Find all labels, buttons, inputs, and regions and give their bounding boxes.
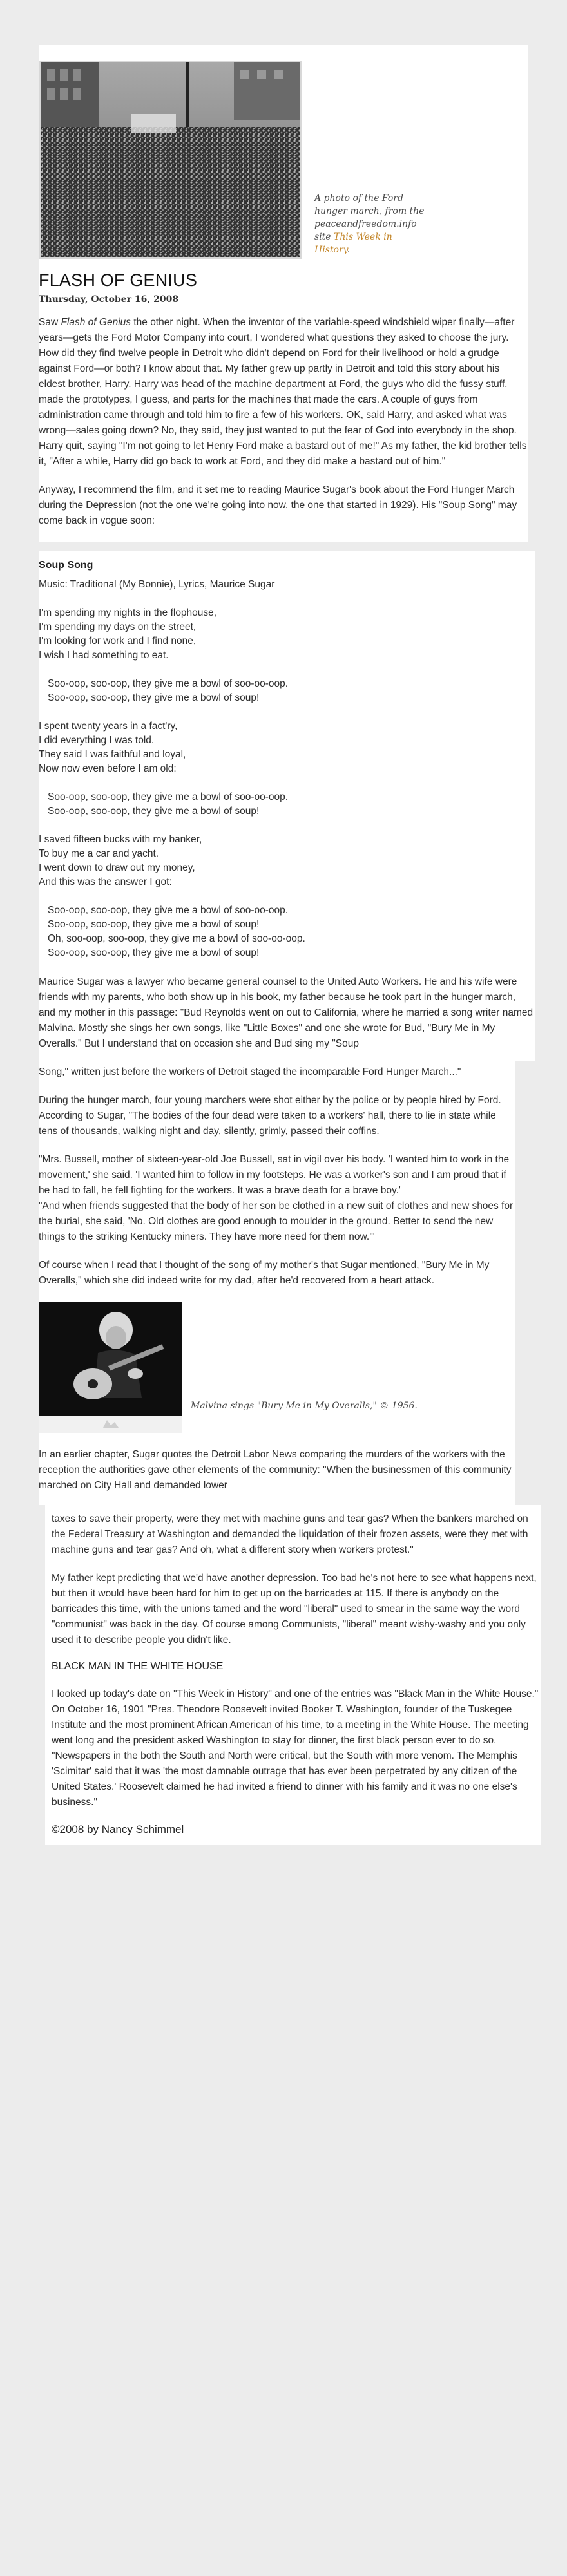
verse-line: I'm looking for work and I find none, [39, 636, 197, 647]
this-week-in-history-link[interactable]: This Week in History [314, 232, 392, 255]
paragraph-7: In an earlier chapter, Sugar quotes the Detroit Labor News comparing the murders of the workers with the reception the authorities gave other elements of the community: "When the businessmen of this community marched on City Hall and demanded lower [39, 1449, 512, 1491]
song-credits: Music: Traditional (My Bonnie), Lyrics, Maurice Sugar [39, 579, 275, 590]
chorus-line: Oh, soo-oop, soo-oop, they give me a bowl of soo-oo-oop. [48, 933, 305, 944]
paragraph-9: I looked up today's date on "This Week in History" and one of the entries was "Black Man in the White House." On October 16, 1901 "Pres. Theodore Roosevelt invited Booker T. Washington, founder of the Tuskegee Institute and the most prominent African American of his time, to a meeting in the White House. The meeting went long and the president asked Washington to stay for dinner, the first black person ever to do so. [52, 1689, 539, 1746]
verse-line: I wish I had something to eat. [39, 650, 169, 661]
article-lower [45, 1505, 541, 1845]
paragraph-10: "Newspapers in the both the South and North were critical, but the South with more venom. The Memphis 'Scimitar' said that it was 'the most damnable outrage that has ever been perpetrated by any citizen of the United States.' Roosevelt claimed he had invited a friend to dinner with his family and it was no one else's business." [52, 1750, 517, 1808]
malvina-photo [39, 1302, 182, 1416]
chorus-2 [39, 790, 535, 819]
paragraph-3: Maurice Sugar was a lawyer who became general counsel to the United Auto Workers. He and his wife were friends with my parents, who both show up in his book, my father because he took part in the hunger march, and my mother in this passage: "Bud Reynolds went on out to California, where he married a song writer named Malvina. Mostly she sings her own songs, like "Little Boxes" and one she wrote for Bud, "Bury Me in My Overalls." But I understand that on occasion she and Bud sing my "Soup [39, 976, 533, 1049]
image-placeholder-icon [39, 1416, 182, 1433]
film-title: Flash of Genius [61, 317, 131, 328]
hunger-march-photo [39, 61, 302, 259]
chorus-line: Soo-oop, soo-oop, they give me a bowl of soup! [48, 692, 260, 703]
verse-3 [39, 833, 535, 889]
article-date: Thursday, October 16, 2008 [39, 294, 179, 305]
verse-line: To buy me a car and yacht. [39, 848, 159, 859]
caption-end: . [347, 245, 351, 255]
chorus-1 [39, 677, 535, 705]
photo-strip [39, 1416, 182, 1433]
paragraph-1-start: Saw [39, 317, 61, 328]
verse-line: I did everything I was told. [39, 735, 155, 746]
verse-line: I saved fifteen bucks with my banker, [39, 834, 202, 845]
verse-line: I'm spending my nights in the flophouse, [39, 607, 217, 618]
chorus-line: Soo-oop, soo-oop, they give me a bowl of soup! [48, 919, 260, 930]
malvina-photo-row [39, 1302, 515, 1433]
paragraph-4: During the hunger march, four young marchers were shot either by the police or by people hired by Ford. According to Sugar, "The bodies of the four dead were taken to a workers' hall, there to lie in state while tens of thousands, walking night and day, silently, grimly, passed their coffins. [39, 1095, 501, 1137]
section-heading: BLACK MAN IN THE WHITE HOUSE [52, 1661, 224, 1672]
malvina-photo-frame [39, 1302, 182, 1433]
paragraph-7-continued: taxes to save their property, were they met with machine guns and tear gas? When the bankers marched on the Federal Treasury at Washington and demanded the liquidation of their frozen assets, were they met with machine guns and tear gas? And oh, what a different story when workers protest." [52, 1513, 528, 1555]
paragraph-5b: "And when friends suggested that the body of her son be clothed in a new suit of clothes and new shoes for the burial, she said, 'No. Old clothes are good enough to moulder in the ground. Better to send the new things to the striking Kentucky miners. They have more need for them now.'" [39, 1200, 514, 1242]
article-middle [39, 1061, 515, 1505]
malvina-caption: Malvina sings "Bury Me in My Overalls," © 1956. [191, 1401, 418, 1411]
chorus-line: Soo-oop, soo-oop, they give me a bowl of soo-oo-oop. [48, 791, 289, 802]
chorus-line: Soo-oop, soo-oop, they give me a bowl of soo-oo-oop. [48, 678, 289, 689]
paragraph-6: Of course when I read that I thought of the song of my mother's that Sugar mentioned, "Bury Me in My Overalls," which she did indeed write for my dad, after he'd recovered from a heart attack. [39, 1260, 490, 1286]
verse-line: I went down to draw out my money, [39, 862, 195, 873]
song-credits-block [39, 578, 535, 592]
verse-line: Now now even before I am old: [39, 763, 177, 774]
photo-row [39, 54, 528, 259]
paragraph-1-rest: the other night. When the inventor of the variable-speed windshield wiper finally—after years—gets the Ford Motor Company into court, I wondered what questions they asked to choose the jury. How did they find twelve people in Detroit who didn't depend on Ford for their livelihood or hold a grudge against Ford—or both? I know about that. My father grew up partly in Detroit and told this story about his eldest brother, Harry. Harry was head of the machine department at Ford, the guys who did the fussy stuff, made the prototypes, I guess, and parts for the machines that made the cars. A couple of guys from administration came through and told him to fire a few of his workers. OK, said Harry, and asked what was wrong—sales going down? No, they said, they just wanted to put the fear of God into everybody in the shop. Harry quit, saying "I'm not going to let Henry Ford make a bastard out of me!" As my father, the kid brother tells it, "After a while, Harry did go back to work at Ford, and they did make a bastard out of him." [39, 317, 527, 467]
song-panel [39, 551, 535, 1061]
verse-2 [39, 719, 535, 776]
caption-text: A photo of the Ford hunger march, from the peaceandfreedom.info site [314, 193, 425, 242]
chorus-line: Soo-oop, soo-oop, they give me a bowl of soup! [48, 806, 260, 817]
paragraph-3-continued: Song," written just before the workers of Detroit staged the incomparable Ford Hunger March..." [39, 1066, 461, 1077]
chorus-3 [39, 904, 535, 960]
song-title: Soup Song [39, 560, 93, 571]
chorus-line: Soo-oop, soo-oop, they give me a bowl of soo-oo-oop. [48, 905, 289, 916]
article-top [39, 45, 528, 542]
verse-1 [39, 606, 535, 663]
paragraph-1 [39, 315, 528, 469]
verse-line: I'm spending my days on the street, [39, 621, 197, 632]
article-title: FLASH OF GENIUS [39, 270, 198, 290]
verse-line: They said I was faithful and loyal, [39, 749, 186, 760]
verse-line: I spent twenty years in a fact'ry, [39, 721, 178, 732]
chorus-line: Soo-oop, soo-oop, they give me a bowl of soup! [48, 947, 260, 958]
page [39, 0, 539, 1845]
paragraph-5: "Mrs. Bussell, mother of sixteen-year-old Joe Bussell, sat in vigil over his body. 'I wanted him to work in the movement,' she said. 'I wanted him to follow in my footsteps. He was a worker's son and I am proud that if he had to fall, he fell fighting for the workers. It was a brave death for a brave boy.' [39, 1154, 510, 1196]
verse-line: And this was the answer I got: [39, 876, 172, 887]
paragraph-2: Anyway, I recommend the film, and it set me to reading Maurice Sugar's book about the Ford Hunger March during the Depression (not the one we're going into now, the one that started in 1929). His "Soup Song" may come back in vogue soon: [39, 484, 517, 526]
copyright-note: ©2008 by Nancy Schimmel [52, 1823, 184, 1835]
paragraph-8: My father kept predicting that we'd have another depression. Too bad he's not here to see what happens next, but then it would have been hard for him to get up on the barricades at 115. If there is anybody on the barricades this time, with the unions tamed and the word "liberal" used to smear in the same way the word "communist" was back in the day. Of course among Communists, "liberal" meant wishy-washy and you only used it to describe people you didn't like. [52, 1573, 537, 1645]
photo-caption [314, 192, 430, 256]
